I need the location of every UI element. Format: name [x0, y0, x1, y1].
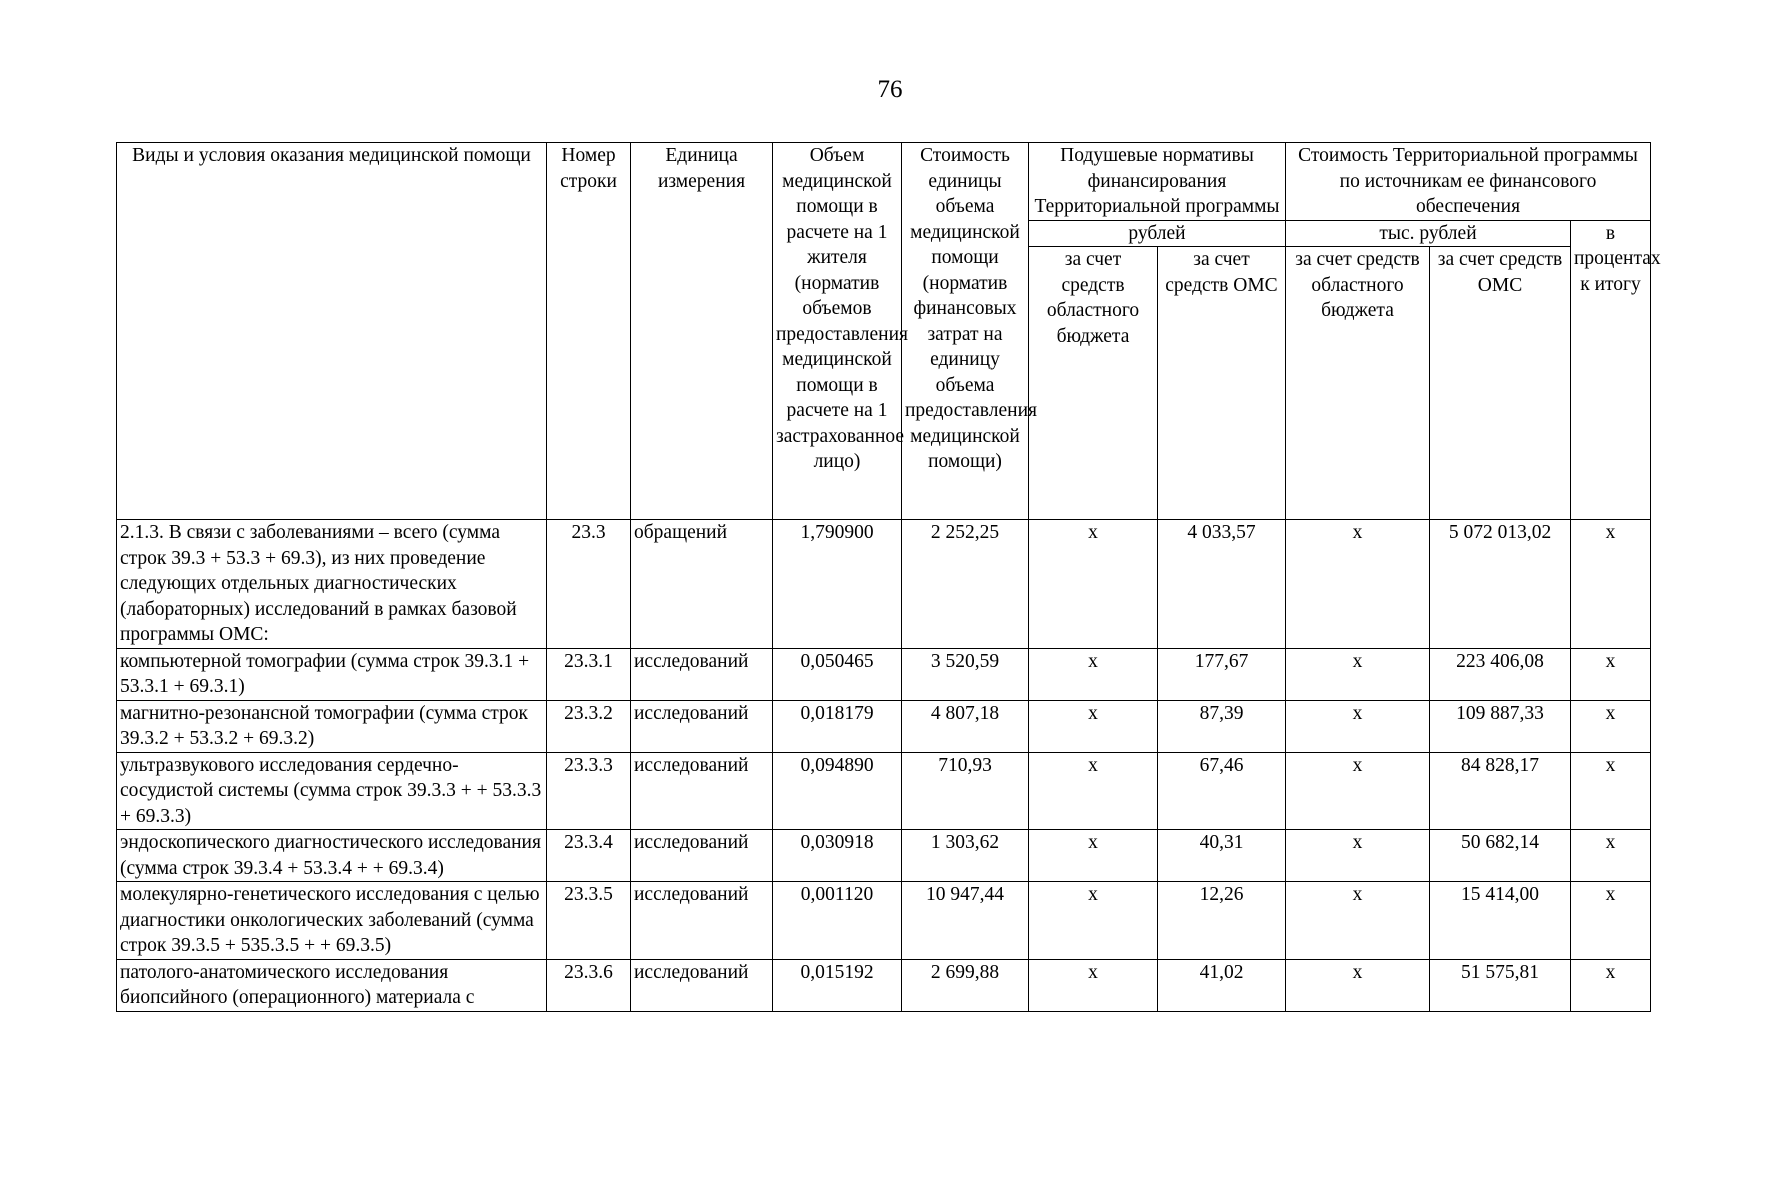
table-row [117, 752, 1651, 830]
table-row [117, 959, 1651, 1011]
row-number: 23.3 [547, 520, 631, 649]
header-row-1 [117, 143, 1651, 221]
row-volume: 0,050465 [773, 648, 902, 700]
row-number: 23.3.2 [547, 700, 631, 752]
row-volume: 0,018179 [773, 700, 902, 752]
row-number: 23.3.1 [547, 648, 631, 700]
row-program-oms: 51 575,81 [1430, 959, 1571, 1011]
row-per-capita-oms: 87,39 [1158, 700, 1286, 752]
row-program-budget: х [1286, 882, 1430, 960]
row-unit: исследований [631, 882, 773, 960]
row-unit-cost: 710,93 [902, 752, 1029, 830]
header-unit-cost: Стоимость единицы объема медицинской помощи (норматив финансовых затрат на единицу объема предоставления медицинской помощи) [902, 143, 1029, 520]
row-per-capita-oms: 12,26 [1158, 882, 1286, 960]
row-unit-cost: 10 947,44 [902, 882, 1029, 960]
row-number: 23.3.6 [547, 959, 631, 1011]
row-program-oms: 5 072 013,02 [1430, 520, 1571, 649]
row-volume: 0,015192 [773, 959, 902, 1011]
row-program-oms: 223 406,08 [1430, 648, 1571, 700]
row-percent: х [1571, 700, 1651, 752]
row-percent: х [1571, 830, 1651, 882]
header-regional-budget-program: за счет средств областного бюджета [1286, 247, 1430, 520]
header-row-number: Номер строки [547, 143, 631, 520]
row-program-budget: х [1286, 752, 1430, 830]
row-program-oms: 50 682,14 [1430, 830, 1571, 882]
row-number: 23.3.4 [547, 830, 631, 882]
table-row [117, 830, 1651, 882]
row-per-capita-budget: х [1029, 752, 1158, 830]
row-per-capita-budget: х [1029, 882, 1158, 960]
header-per-capita-group: Подушевые нормативы финансирования Территориальной программы [1029, 143, 1286, 221]
header-percent: в процентах к итогу [1571, 220, 1651, 520]
row-name: магнитно-резонансной томографии (сумма строк 39.3.2 + 53.3.2 + 69.3.2) [117, 700, 547, 752]
row-program-budget: х [1286, 700, 1430, 752]
row-program-oms: 15 414,00 [1430, 882, 1571, 960]
row-per-capita-budget: х [1029, 959, 1158, 1011]
row-name: эндоскопического диагностического исследования (сумма строк 39.3.4 + 53.3.4 + + 69.3.4) [117, 830, 547, 882]
row-percent: х [1571, 520, 1651, 649]
row-program-budget: х [1286, 648, 1430, 700]
row-volume: 0,030918 [773, 830, 902, 882]
row-unit: исследований [631, 959, 773, 1011]
row-unit-cost: 2 699,88 [902, 959, 1029, 1011]
header-volume: Объем медицинской помощи в расчете на 1 жителя (норматив объемов предоставления медицинской помощи в расчете на 1 застрахованное лицо) [773, 143, 902, 520]
row-unit: исследований [631, 700, 773, 752]
row-percent: х [1571, 959, 1651, 1011]
row-program-oms: 109 887,33 [1430, 700, 1571, 752]
row-percent: х [1571, 752, 1651, 830]
header-oms-per-capita: за счет средств ОМС [1158, 247, 1286, 520]
row-program-budget: х [1286, 959, 1430, 1011]
table-row [117, 520, 1651, 649]
row-per-capita-budget: х [1029, 700, 1158, 752]
row-unit: исследований [631, 830, 773, 882]
table-row [117, 700, 1651, 752]
financing-table [116, 142, 1661, 1012]
page-number: 76 [877, 76, 903, 103]
table-row [117, 882, 1651, 960]
row-per-capita-oms: 67,46 [1158, 752, 1286, 830]
header-unit: Единица измерения [631, 143, 773, 520]
row-number: 23.3.3 [547, 752, 631, 830]
table-row [117, 648, 1651, 700]
row-program-budget: х [1286, 830, 1430, 882]
row-unit-cost: 1 303,62 [902, 830, 1029, 882]
row-unit-cost: 2 252,25 [902, 520, 1029, 649]
row-percent: х [1571, 648, 1651, 700]
row-per-capita-oms: 40,31 [1158, 830, 1286, 882]
header-regional-budget-per-capita: за счет средств областного бюджета [1029, 247, 1158, 520]
header-unit-rub: рублей [1029, 220, 1286, 247]
row-unit: исследований [631, 648, 773, 700]
row-program-oms: 84 828,17 [1430, 752, 1571, 830]
row-per-capita-oms: 177,67 [1158, 648, 1286, 700]
row-per-capita-budget: х [1029, 648, 1158, 700]
row-per-capita-budget: х [1029, 520, 1158, 649]
header-oms-program: за счет средств ОМС [1430, 247, 1571, 520]
row-per-capita-oms: 4 033,57 [1158, 520, 1286, 649]
row-volume: 1,790900 [773, 520, 902, 649]
row-volume: 0,094890 [773, 752, 902, 830]
row-program-budget: х [1286, 520, 1430, 649]
row-unit-cost: 4 807,18 [902, 700, 1029, 752]
row-per-capita-oms: 41,02 [1158, 959, 1286, 1011]
header-program-cost-group: Стоимость Территориальной программы по источникам ее финансового обеспечения [1286, 143, 1651, 221]
row-unit: исследований [631, 752, 773, 830]
row-unit: обращений [631, 520, 773, 649]
row-volume: 0,001120 [773, 882, 902, 960]
row-number: 23.3.5 [547, 882, 631, 960]
row-name: молекулярно-генетического исследования с целью диагностики онкологических заболеваний (сумма строк 39.3.5 + 535.3.5 + + 69.3.5) [117, 882, 547, 960]
header-type-of-care: Виды и условия оказания медицинской помощи [117, 143, 547, 520]
row-name: компьютерной томографии (сумма строк 39.3.1 + 53.3.1 + 69.3.1) [117, 648, 547, 700]
header-unit-thousand-rub: тыс. рублей [1286, 220, 1571, 247]
row-name: 2.1.3. В связи с заболеваниями – всего (сумма строк 39.3 + 53.3 + 69.3), из них проведение следующих отдельных диагностических (лабораторных) исследований в рамках базовой программы ОМС: [117, 520, 547, 649]
row-name: ультразвукового исследования сердечно-сосудистой системы (сумма строк 39.3.3 + + 53.3.3 + 69.3.3) [117, 752, 547, 830]
row-percent: х [1571, 882, 1651, 960]
row-name: патолого-анатомического исследования биопсийного (операционного) материала с [117, 959, 547, 1011]
row-per-capita-budget: х [1029, 830, 1158, 882]
row-unit-cost: 3 520,59 [902, 648, 1029, 700]
